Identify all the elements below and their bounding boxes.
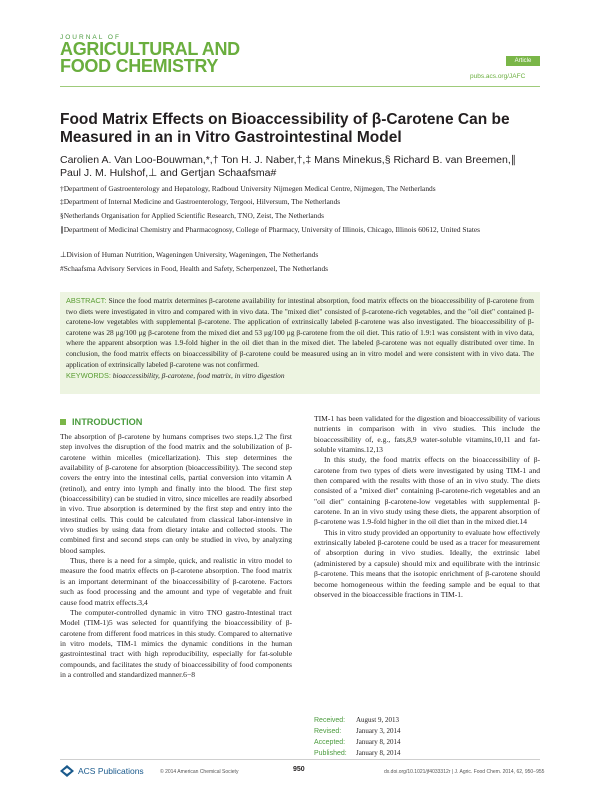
copyright: © 2014 American Chemical Society [160,769,239,775]
paragraph: TIM-1 has been validated for the digestion and bioaccessibility of various nutrients in comparison with in vivo studies. This include the bioaccessibility of, e.g., fats,8,9 water-soluble vitamins,10,11 and fat-soluble vitamins.12,13 [314,414,540,455]
date-label: Published: [314,750,347,757]
date-value: August 9, 2013 [356,716,399,724]
footer-divider [60,759,540,760]
page-number: 950 [293,766,305,773]
abstract-box [60,292,540,394]
author-list [60,154,540,180]
right-column [314,414,540,600]
affiliation: †Department of Gastroenterology and Hepatology, Radboud University Nijmegen Medical Centre, Nijmegen, The Netherlands [60,184,436,193]
article-dates [314,715,401,759]
journal-top-line: JOURNAL OF [60,34,121,41]
abstract-label: ABSTRACT: [66,296,107,305]
section-marker [60,419,66,425]
date-value: January 3, 2014 [356,727,401,735]
author-line-2: Paul J. M. Hulshof,⊥ and Gertjan Schaafsma# [60,167,277,179]
article-title: Food Matrix Effects on Bioaccessibility of β-Carotene Can be Measured in an in Vitro Gastrointestinal Model [60,111,510,146]
paragraph: This in vitro study provided an opportunity to evaluate how effectively extrinsically labeled β-carotene could be used as a tracer for measurement of absorption during in vivo studies. Ideally, the extrinsic label (administered by a capsule) should mix and equilibrate with the intrinsic β-carotene. This means that the isotopic enrichment of β-carotene should become homogeneous within the feeding sample and be equal to that observed in the bioaccessible fractions in TIM-1. [314,527,540,599]
date-row [314,737,401,748]
left-column [60,432,292,680]
paragraph: The computer-controlled dynamic in vitro TNO gastro-Intestinal tract Model (TIM-1)5 was selected for quantifying the bioaccessibility of β-carotene from different food matrices in this study. Compared to alternative in vitro models, TIM-1 mimics the dynamic conditions in the human gastrointestinal tract with high reproducibility, especially for fat-soluble compounds, and facilitates the study of bioaccessibility of food components in a controlled and standardized manner.6−8 [60,607,292,679]
date-label: Received: [314,717,346,724]
keywords: bioaccessibility, β-carotene, food matrix, in vitro digestion [112,371,285,381]
affiliation: ∥Department of Medicinal Chemistry and Pharmacognosy, College of Pharmacy, University of Illinois, Chicago, Illinois 60612, United States [60,225,481,234]
date-label: Accepted: [314,739,346,746]
acs-logo-icon [60,765,74,777]
affiliation: ‡Department of Internal Medicine and Gastroenterology, Tergooi, Hilversum, The Netherlands [60,197,341,206]
journal-line1: AGRICULTURAL AND [60,39,240,59]
paragraph: Thus, there is a need for a simple, quick, and realistic in vitro model to measure the food matrix effects on β-carotene absorption. The food matrix is an important determinant of the bioaccessibility of β-carotene. Factors such as food processing and the amount and type of vegetable and fruit cause food matrix effects.3,4 [60,556,292,607]
affiliation: #Schaafsma Advisory Services in Food, Health and Safety, Scherpenzeel, The Netherlands [60,264,329,273]
date-value: January 8, 2014 [356,738,401,746]
paragraph: In this study, the food matrix effects on the bioaccessibility of β-carotene from two types of diets were investigated by using TIM-1 and then compared with the results with those of an in vivo study. The diets consisted of a "mixed diet" containing β-carotene-rich vegetables and an "oil diet" containing β-carotene-low vegetables with supplemental β-carotene. In an in vivo study using these diets, the apparent absorption of β-carotene was 1.9-fold higher in the oil diet than in the mixed diet.14 [314,455,540,527]
header-divider [60,86,540,87]
affiliation: ⊥Division of Human Nutrition, Wageningen University, Wageningen, The Netherlands [60,250,319,259]
article-type-badge: Article [506,56,540,66]
journal-line2: FOOD CHEMISTRY [60,56,219,76]
date-value: January 8, 2014 [356,749,401,757]
affiliation: §Netherlands Organisation for Applied Scientific Research, TNO, Zeist, The Netherlands [60,211,324,220]
section-heading: INTRODUCTION [72,417,143,427]
abstract-text [66,296,534,382]
paragraph: The absorption of β-carotene by humans comprises two steps.1,2 The first step involves the disruption of the food matrix and the solubilization of β-carotene within micelles (micellarization). This step determines the availability of β-carotene for absorption (bioaccessibility). The second step covers the entry into the intestinal cells, partial conversion into vitamin A (retinol), and entry into lymph and finally into the blood. The first step (bioaccessibility) can be studied in vitro, since micelles are readily absorbed in vivo. True absorption is determined by the first step and entry into the intestinal cells. This could be calculated from classical labor-intensive in vivo studies by using data from dietary intake and collected stools. The combined first and second steps can only be studied in vivo, by analyzing blood samples. [60,432,292,555]
date-label: Revised: [314,728,342,735]
date-row [314,715,401,726]
date-row [314,748,401,759]
abstract-body: Since the food matrix determines β-carotene availability for intestinal absorption, food matrix effects on the bioaccessibility of β-carotene from two diets were investigated in vitro and compared with in vivo data. The "mixed diet" consisted of β-carotene-rich vegetables, and the "oil diet" contained β-carotene-low vegetables with supplemental β-carotene. The application of extrinsically labeled β-carotene was also investigated. The bioaccessibility of β-carotene was 28 μg/100 μg β-carotene from the mixed diet and 53 μg/100 μg β-carotene from the oil diet. This ratio of 1.9:1 was consistent with in vivo data, where the apparent absorption was 1.9-fold higher in the oil diet than in the mixed diet. The labeled β-carotene was not equally distributed over time. In conclusion, the food matrix effects on bioaccessibility of β-carotene could be measured using an in vitro model and were consistent with in vivo data. The application of extrinsically labeled β-carotene was not confirmed. [66,296,534,369]
publisher-name: ACS Publications [78,766,144,776]
author-line-1: Carolien A. Van Loo-Bouwman,*,† Ton H. J. Naber,†,‡ Mans Minekus,§ Richard B. van Breemen,∥ [60,154,517,166]
date-row [314,726,401,737]
journal-site-link[interactable]: pubs.acs.org/JAFC [470,73,526,80]
journal-logo [60,34,240,75]
keywords-label: KEYWORDS: [66,371,111,381]
doi-link[interactable]: dx.doi.org/10.1021/jf4033312r | J. Agric. Food Chem. 2014, 62, 950−955 [384,769,545,775]
